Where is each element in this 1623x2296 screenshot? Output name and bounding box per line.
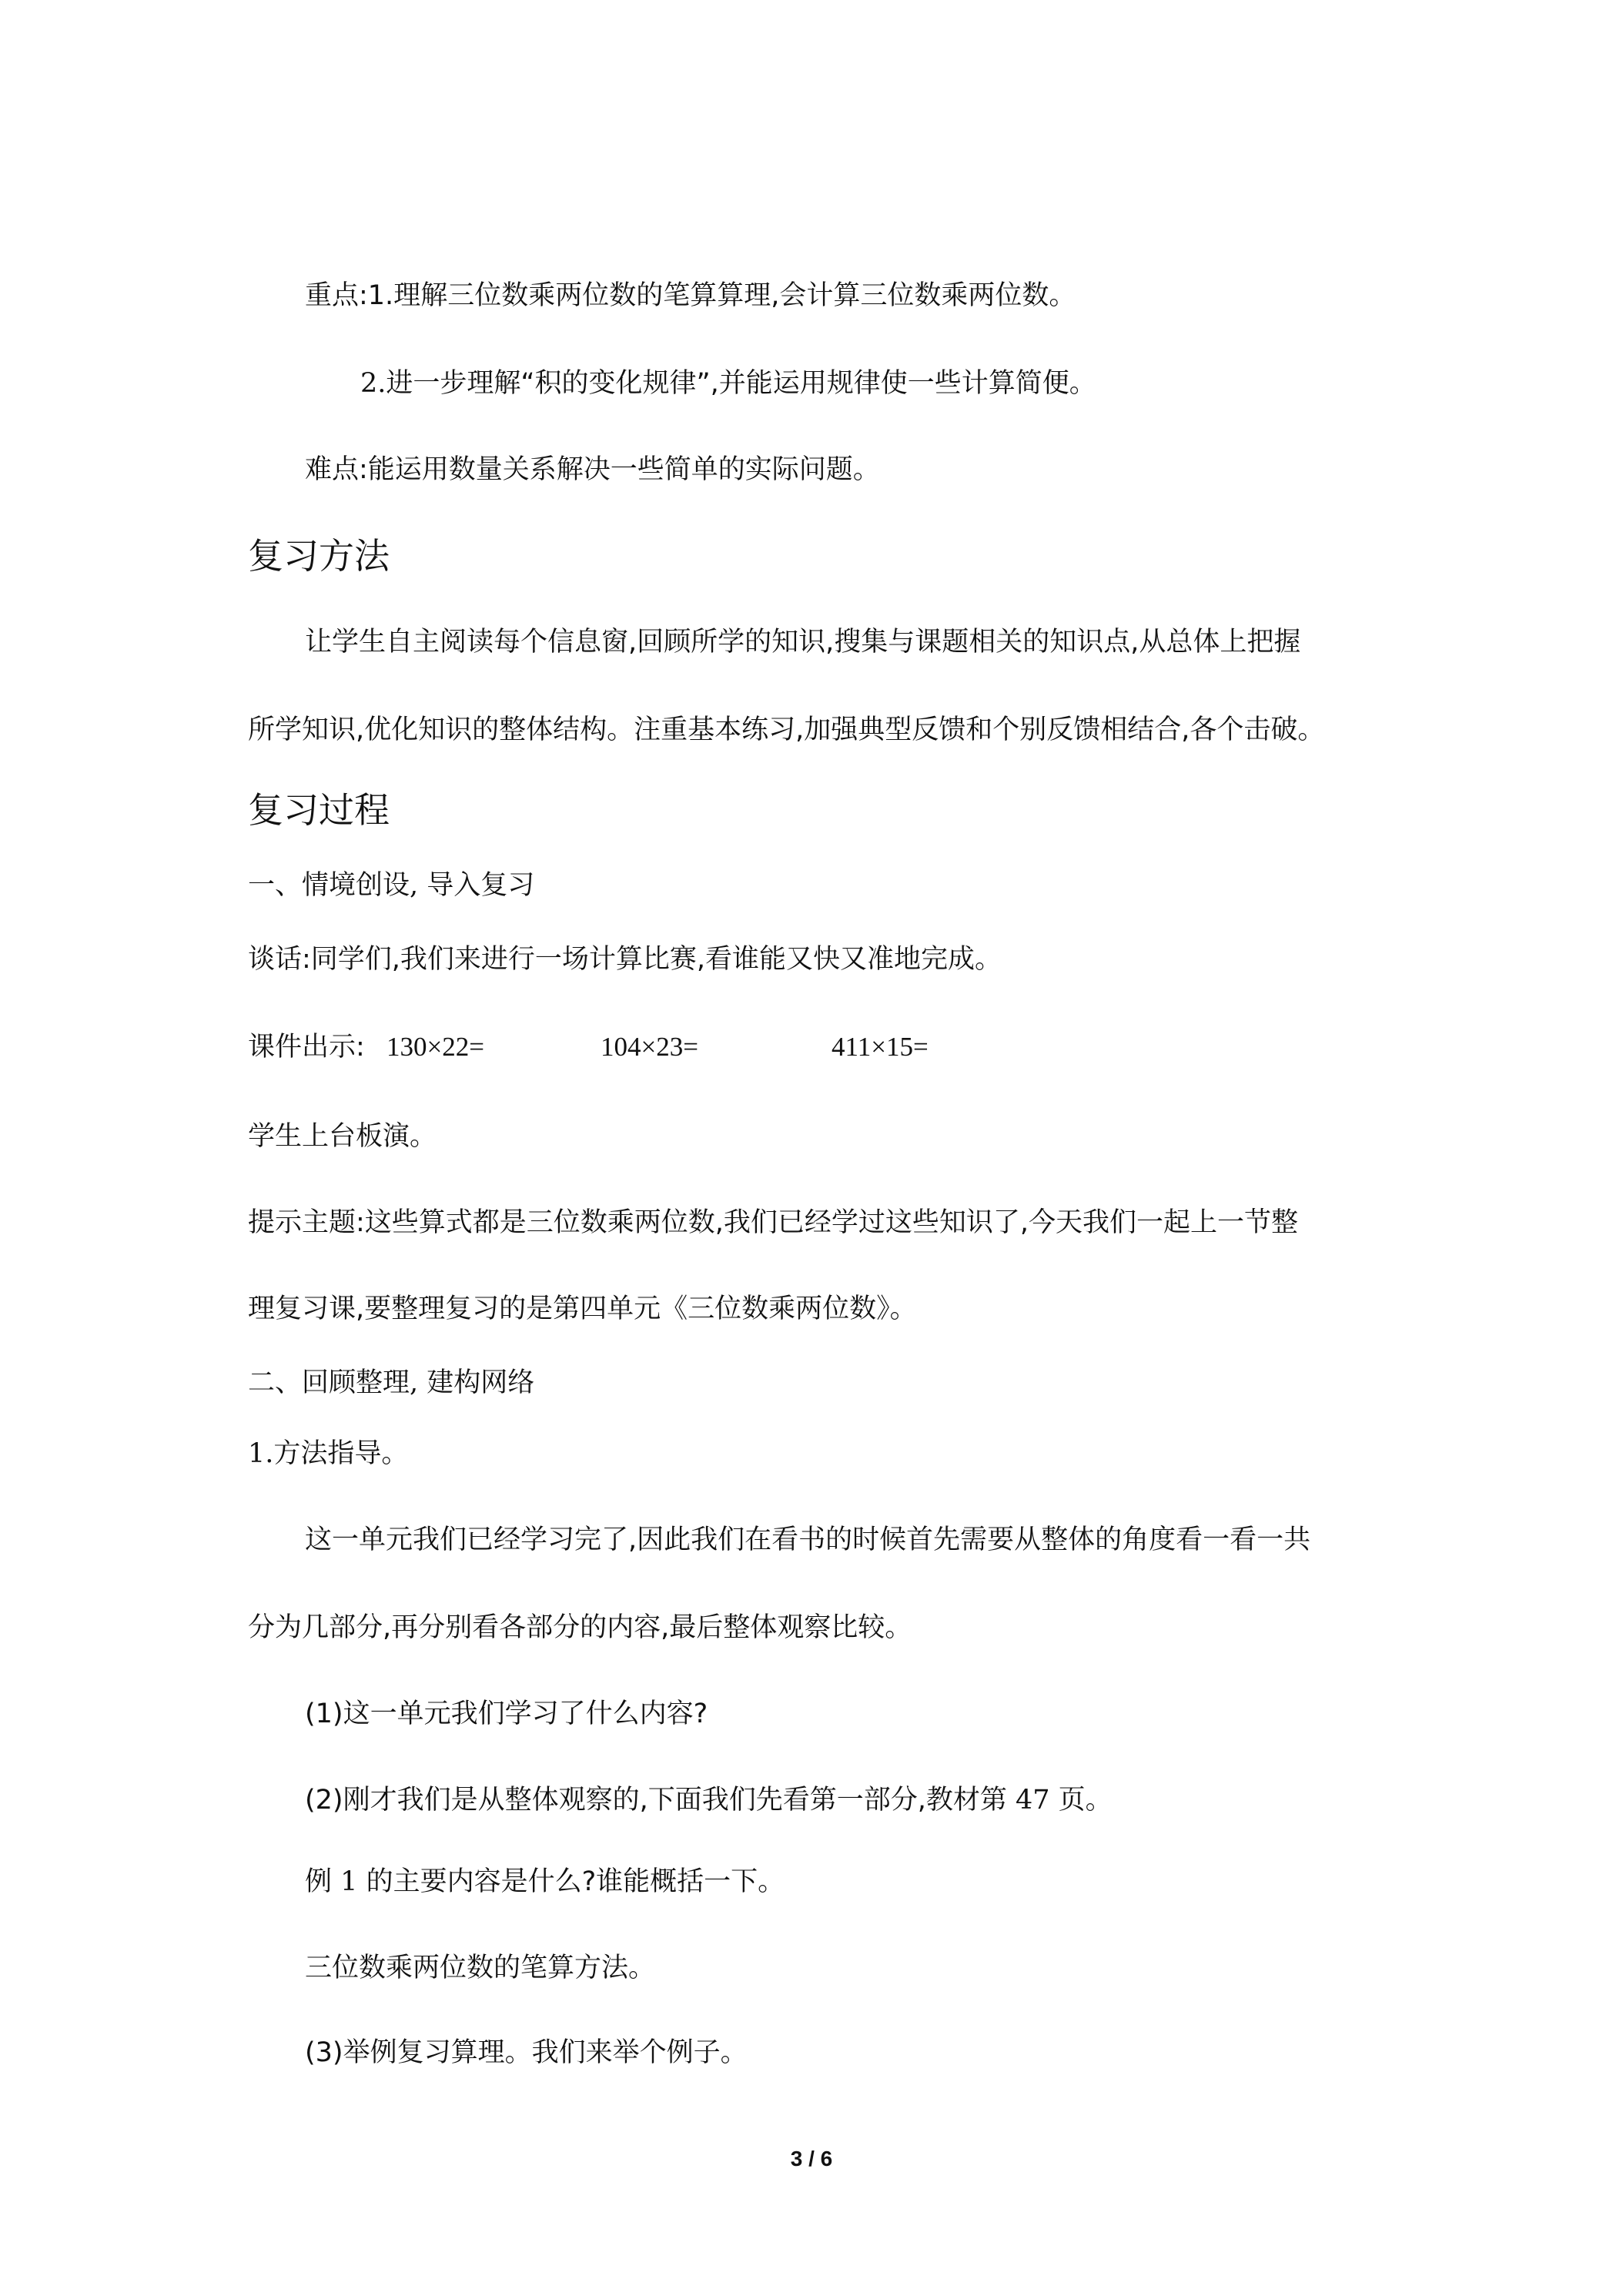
review-method-heading: 复习方法 bbox=[248, 535, 390, 577]
answer-line: 三位数乘两位数的笔算方法。 bbox=[305, 1953, 656, 1983]
example-1-number: 1 bbox=[340, 1866, 358, 1897]
hint-line-1: 提示主题:这些算式都是三位数乘两位数,我们已经学过这些知识了,今天我们一起上一节整 bbox=[248, 1207, 1299, 1238]
review-method-line-2: 所学知识,优化知识的整体结构。注重基本练习,加强典型反馈和个别反馈相结合,各个击破。 bbox=[248, 715, 1325, 745]
section-2-title: 二、回顾整理, 建构网络 bbox=[248, 1367, 535, 1398]
courseware-label: 课件出示: bbox=[248, 1032, 365, 1063]
paragraph-line-1: 这一单元我们已经学习完了,因此我们在看书的时候首先需要从整体的角度看一看一共 bbox=[305, 1525, 1311, 1555]
hint-line-2: 理复习课,要整理复习的是第四单元《三位数乘两位数》。 bbox=[248, 1294, 917, 1324]
section-1-title: 一、情境创设, 导入复习 bbox=[248, 870, 535, 901]
method-guide-number: 1. bbox=[248, 1438, 274, 1469]
method-guide bbox=[248, 1435, 408, 1472]
page-number: 3 / 6 bbox=[790, 2147, 833, 2170]
focus-point-1-text: 理解三位数乘两位数的笔算算理,会计算三位数乘两位数。 bbox=[393, 280, 1076, 311]
board-line: 学生上台板演。 bbox=[248, 1121, 437, 1152]
focus-point-2-text: 进一步理解“积的变化规律”,并能运用规律使一些计算简便。 bbox=[386, 368, 1096, 399]
paragraph-line-2: 分为几部分,再分别看各部分的内容,最后整体观察比较。 bbox=[248, 1612, 912, 1643]
example-1-question bbox=[305, 1863, 785, 1900]
focus-label: 重点:1. bbox=[305, 280, 394, 311]
question-2 bbox=[305, 1782, 1113, 1819]
question-2-text-a: (2)刚才我们是从整体观察的,下面我们先看第一部分,教材第 bbox=[305, 1785, 1007, 1816]
difficulty-point: 难点:能运用数量关系解决一些简单的实际问题。 bbox=[305, 454, 880, 485]
expression-3: 411×15= bbox=[832, 1032, 929, 1062]
method-guide-text: 方法指导。 bbox=[273, 1438, 409, 1469]
example-1-label: 例 bbox=[305, 1866, 333, 1897]
question-2-text-b: 页。 bbox=[1058, 1785, 1113, 1816]
focus-point-2 bbox=[360, 365, 1096, 402]
question-2-page-number: 47 bbox=[1015, 1785, 1050, 1816]
example-1-text: 的主要内容是什么?谁能概括一下。 bbox=[366, 1866, 785, 1897]
review-process-heading: 复习过程 bbox=[248, 789, 390, 831]
question-3: (3)举例复习算理。我们来举个例子。 bbox=[305, 2037, 748, 2068]
expression-1: 130×22= bbox=[387, 1032, 484, 1062]
expression-2: 104×23= bbox=[601, 1032, 698, 1062]
review-method-line-1: 让学生自主阅读每个信息窗,回顾所学的知识,搜集与课题相关的知识点,从总体上把握 bbox=[305, 627, 1301, 658]
question-1: (1)这一单元我们学习了什么内容? bbox=[305, 1699, 708, 1729]
talk-line: 谈话:同学们,我们来进行一场计算比赛,看谁能又快又准地完成。 bbox=[248, 944, 1002, 975]
focus-point-2-number: 2. bbox=[360, 368, 387, 399]
focus-point-1 bbox=[305, 277, 1076, 314]
